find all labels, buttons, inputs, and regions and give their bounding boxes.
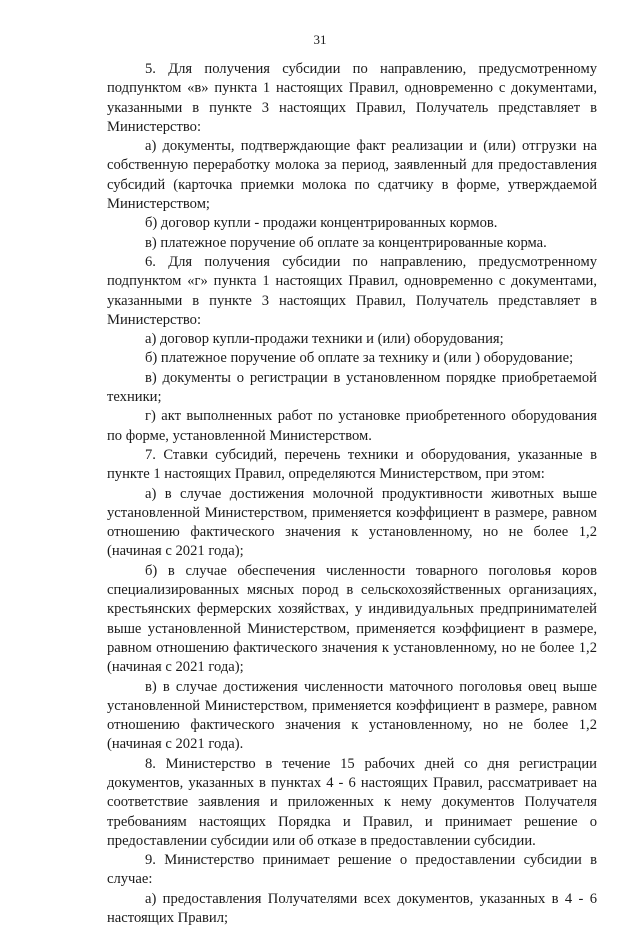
paragraph-6a: а) договор купли-продажи техники и (или) оборудования; (145, 331, 504, 348)
paragraph-5v: в) платежное поручение об оплате за концентрированные корма. (145, 234, 547, 251)
page-number: 31 (313, 32, 327, 47)
paragraph-7v: в) в случае достижения численности маточного поголовья овец выше установленной Министерством, применяется коэффициент в размере, равном отношению фактического значения к установленному, но не более 1,2 (начиная с 2021 года). (107, 678, 597, 753)
paragraph-5a: а) документы, подтверждающие факт реализации и (или) отгрузки на собственную переработку молока за период, заявленный для предоставления субсидий (карточка приемки молока по сдатчику в форме, утверждаемой Министерством; (107, 138, 597, 213)
paragraph-5: 5. Для получения субсидии по направлению, предусмотренному подпунктом «в» пункта 1 настоящих Правил, одновременно с документами, указанными в пункте 3 настоящих Правил, Получатель представляет в Министерство: (107, 61, 597, 135)
paragraph-6g: г) акт выполненных работ по установке приобретенного оборудования по форме, установленной Министерством. (107, 408, 597, 444)
paragraph-7b: б) в случае обеспечения численности товарного поголовья коров специализированных мясных пород в сельскохозяйственных организациях, крестьянских фермерских хозяйствах, у индивидуальных предпринимателей выше установленной Министерством, применяется коэффициент в размере, равном отношению фактического значения к установленному, но не более 1,2 (начиная с 2021 года); (107, 562, 597, 676)
paragraph-6v: в) документы о регистрации в установленном порядке приобретаемой техники; (107, 369, 597, 406)
paragraph-8: 8. Министерство в течение 15 рабочих дней со дня регистрации документов, указанных в пунктах 4 - 6 настоящих Правил, рассматривает на соответствие заявления и приложенных к нему документов Получателя требованиям настоящих Порядка и Правил, и принимает решение о предоставлении субсидии или об отказе в предоставлении субсидии. (107, 755, 597, 849)
document-body (107, 60, 597, 928)
paragraph-6b: б) платежное поручение об оплате за технику и (или ) оборудование; (145, 350, 574, 367)
paragraph-9: 9. Министерство принимает решение о предоставлении субсидии в случае: (107, 852, 597, 888)
paragraph-7a: а) в случае достижения молочной продуктивности животных выше установленной Министерством, применяется коэффициент в размере, равном отношению фактического значения к установленному, но не более 1,2 (начиная с 2021 года); (107, 485, 597, 560)
paragraph-7: 7. Ставки субсидий, перечень техники и оборудования, указанные в пункте 1 настоящих Правил, определяются Министерством, при этом: (107, 446, 597, 483)
paragraph-6: 6. Для получения субсидии по направлению, предусмотренному подпунктом «г» пункта 1 настоящих Правил, одновременно с документами, указанными в пункте 3 настоящих Правил, Получатель представляет в Министерство: (107, 253, 597, 328)
paragraph-9a: а) предоставления Получателями всех документов, указанных в 4 - 6 настоящих Правил; (107, 890, 597, 927)
paragraph-5b: б) договор купли - продажи концентрированных кормов. (145, 215, 498, 232)
